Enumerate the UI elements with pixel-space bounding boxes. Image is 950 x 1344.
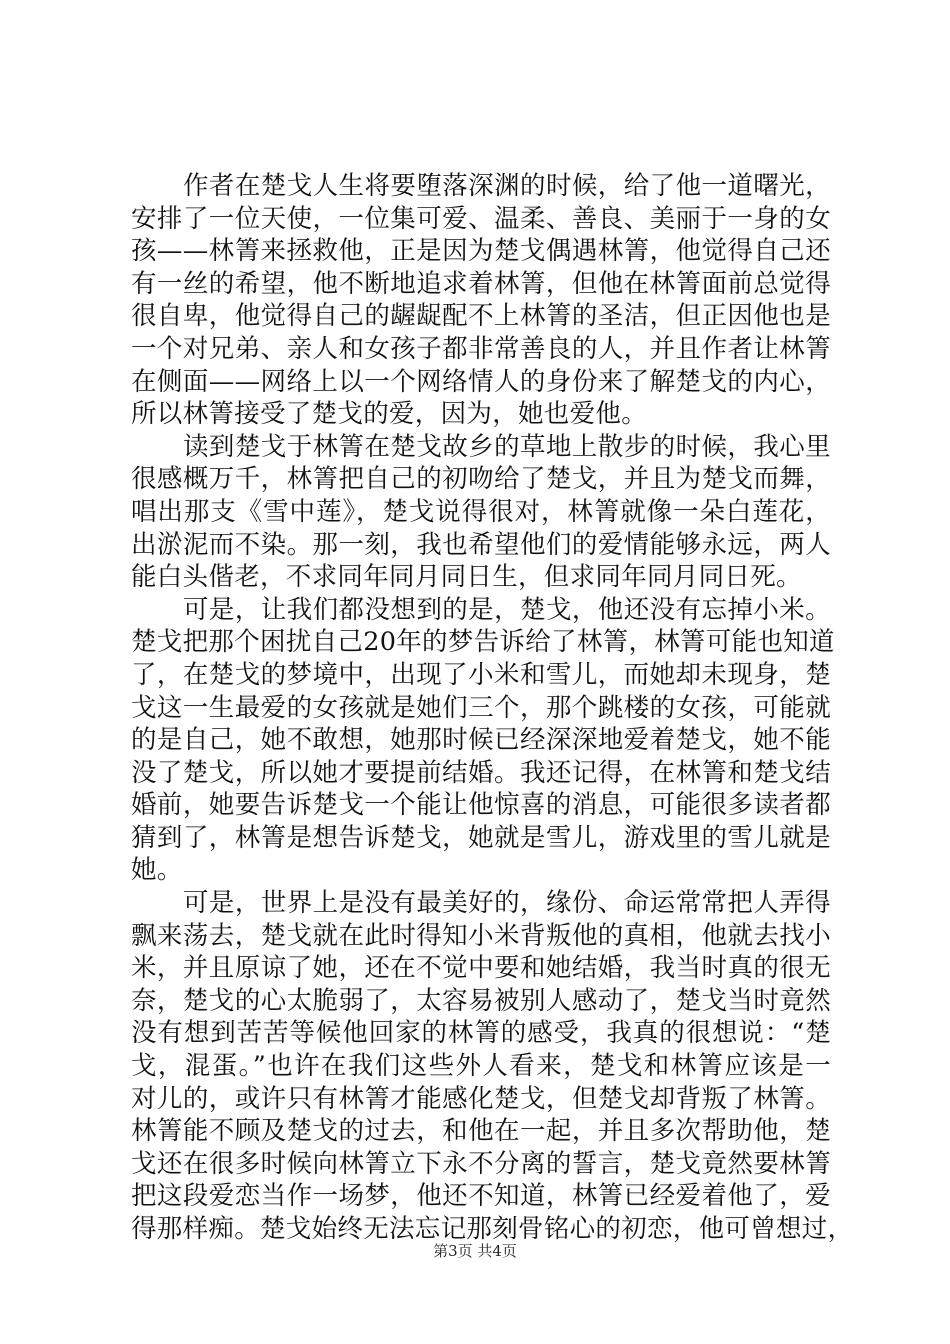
paragraph-4-line-10: 把这段爱恋当作一场梦，他还不知道，林箐已经爱着他了，爱 [131, 1181, 831, 1212]
paragraph-3-line-9: 她。 [131, 855, 183, 886]
paragraph-3-line-1: 可是，让我们都没想到的是，楚戈，他还没有忘掉小米。 [183, 594, 831, 625]
paragraph-3-line-3: 了，在楚戈的梦境中，出现了小米和雪儿，而她却未现身，楚 [131, 659, 831, 690]
paragraph-4-line-9: 戈还在很多时候向林箐立下永不分离的誓言，楚戈竟然要林箐 [131, 1148, 831, 1179]
paragraph-4-line-5: 没有想到苦苦等候他回家的林箐的感受，我真的很想说：“楚 [131, 1018, 831, 1049]
paragraph-3-line-4: 戈这一生最爱的女孩就是她们三个，那个跳楼的女孩，可能就 [131, 692, 831, 723]
paragraph-4-line-8: 林箐能不顾及楚戈的过去，和他在一起，并且多次帮助他，楚 [131, 1116, 831, 1147]
paragraph-2-line-2: 很感概万千，林箐把自己的初吻给了楚戈，并且为楚戈而舞， [131, 464, 831, 495]
paragraph-1-line-7: 在侧面——网络上以一个网络情人的身份来了解楚戈的内心， [131, 366, 831, 397]
paragraph-2-line-3: 唱出那支《雪中莲》，楚戈说得很对，林箐就像一朵白莲花， [131, 496, 831, 527]
paragraph-4-line-7: 对儿的，或许只有林箐才能感化楚戈，但楚戈却背叛了林箐。 [131, 1083, 831, 1114]
paragraph-1-line-6: 一个对兄弟、亲人和女孩子都非常善良的人，并且作者让林箐 [131, 333, 831, 364]
paragraph-4-line-11: 得那样痴。楚戈始终无法忘记那刻骨铭心的初恋，他可曾想过， [131, 1214, 854, 1244]
page-number-footer: 第3页 共4页 [433, 1242, 517, 1260]
paragraph-2-line-4: 出淤泥而不染。那一刻，我也希望他们的爱情能够永远，两人 [131, 529, 831, 560]
paragraph-1-line-4: 有一丝的希望，他不断地追求着林箐，但他在林箐面前总觉得 [131, 268, 831, 299]
document-body [131, 170, 854, 1246]
paragraph-1-line-2: 安排了一位天使，一位集可爱、温柔、善良、美丽于一身的女 [131, 203, 831, 234]
paragraph-1-line-8: 所以林箐接受了楚戈的爱，因为，她也爱他。 [131, 399, 648, 430]
paragraph-4-line-3: 米，并且原谅了她，还在不觉中要和她结婚，我当时真的很无 [131, 953, 831, 984]
paragraph-3-line-7: 婚前，她要告诉楚戈一个能让他惊喜的消息，可能很多读者都 [131, 790, 831, 821]
paragraph-3-line-8: 猜到了，林箐是想告诉楚戈，她就是雪儿，游戏里的雪儿就是 [131, 822, 831, 853]
paragraph-1-line-5: 很自卑，他觉得自己的龌龊配不上林箐的圣洁，但正因他也是 [131, 301, 831, 332]
paragraph-1-line-3: 孩——林箐来拯救他，正是因为楚戈偶遇林箐，他觉得自己还 [131, 236, 831, 267]
paragraph-3-line-5: 的是自己，她不敢想，她那时候已经深深地爱着楚戈，她不能 [131, 725, 831, 756]
paragraph-2-line-5: 能白头偕老，不求同年同月同日生，但求同年同月同日死。 [131, 562, 802, 593]
paragraph-3-line-6: 没了楚戈，所以她才要提前结婚。我还记得，在林箐和楚戈结 [131, 757, 831, 788]
paragraph-4-line-2: 飘来荡去，楚戈就在此时得知小米背叛他的真相，他就去找小 [131, 920, 831, 951]
paragraph-4-line-6: 戈，混蛋。”也许在我们这些外人看来，楚戈和林箐应该是一 [131, 1051, 831, 1082]
paragraph-2-line-1: 读到楚戈于林箐在楚戈故乡的草地上散步的时候，我心里 [183, 431, 831, 462]
paragraph-4-line-1: 可是，世界上是没有最美好的，缘份、命运常常把人弄得 [183, 888, 831, 919]
paragraph-4-line-4: 奈，楚戈的心太脆弱了，太容易被别人感动了，楚戈当时竟然 [131, 985, 831, 1016]
paragraph-3-line-2: 楚戈把那个困扰自己20年的梦告诉给了林箐，林箐可能也知道 [131, 627, 835, 658]
paragraph-1-line-1: 作者在楚戈人生将要堕落深渊的时候，给了他一道曙光， [183, 171, 831, 201]
